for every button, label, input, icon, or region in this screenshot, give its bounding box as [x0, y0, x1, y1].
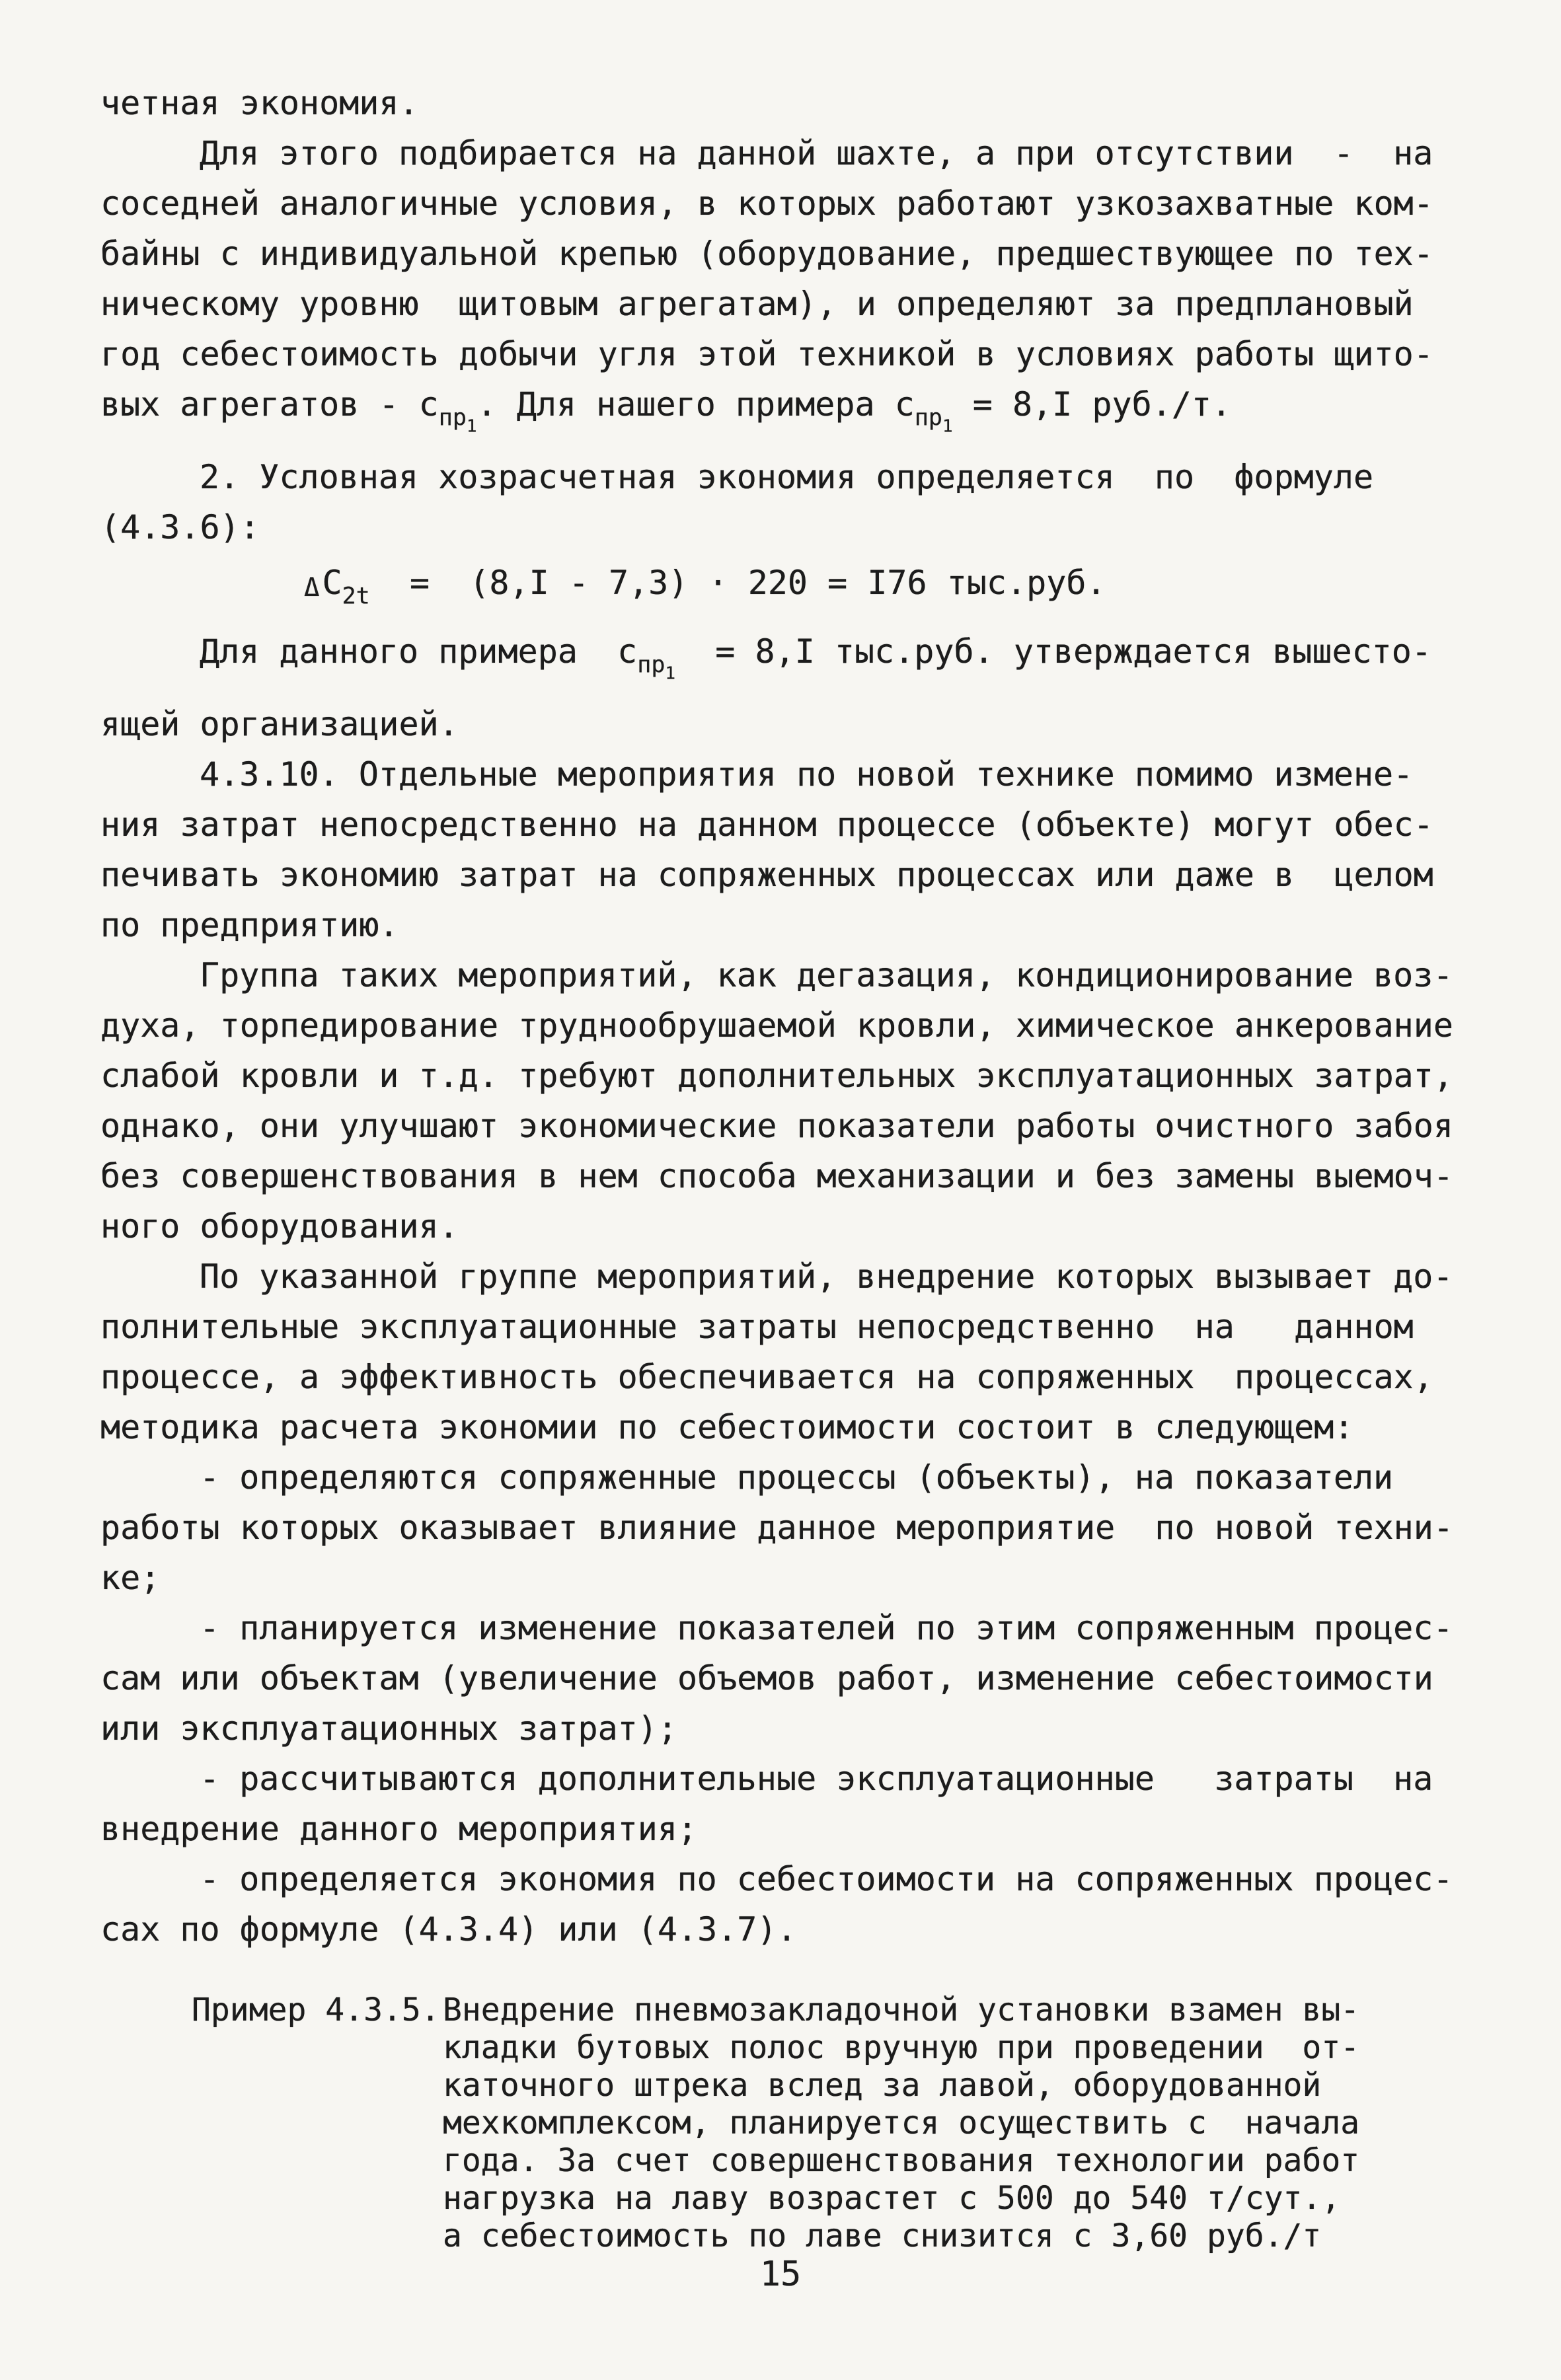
text-line — [100, 1051, 1468, 1101]
line-text: - определяется экономия по себестоимости на сопряженных процес- — [200, 1860, 1453, 1899]
text-line — [100, 229, 1468, 279]
line-text: С — [322, 563, 342, 602]
example-line: года. За счет совершенствования технологии работ — [443, 2142, 1360, 2180]
text-line — [100, 1754, 1468, 1804]
text-line — [100, 1151, 1468, 1201]
line-text: полнительные эксплуатационные затраты непосредственно на данном — [100, 1308, 1414, 1347]
line-text: четная экономия. — [100, 84, 419, 122]
text-line — [100, 950, 1468, 1000]
line-text: - рассчитываются дополнительные эксплуатационные затраты на — [200, 1760, 1433, 1799]
line-text: = 8,I тыс.руб. утверждается вышесто- — [675, 632, 1431, 671]
line-text: 4.3.10. Отдельные мероприятия по новой технике помимо измене- — [200, 755, 1414, 794]
line-text: ния затрат непосредственно на данном процессе (объекте) могут обес- — [100, 805, 1433, 844]
line-text: По указанной группе мероприятий, внедрение которых вызывает до- — [200, 1257, 1453, 1296]
example-line: мехкомплексом, планируется осуществить с начала — [443, 2104, 1360, 2142]
subscript-text: пр — [914, 404, 942, 431]
example-line: нагрузка на лаву возрастет с 500 до 540 т/сут., — [443, 2180, 1341, 2217]
text-line — [100, 1000, 1468, 1051]
line-text: . Для нашего примера с — [476, 385, 915, 424]
text-line — [100, 699, 1468, 749]
text-line — [100, 128, 1468, 178]
line-text: вых агрегатов - с — [100, 385, 439, 424]
subscript-text: Δ — [304, 572, 320, 603]
subscript-text: 2t — [342, 583, 370, 610]
subscript-text: пр — [637, 652, 666, 679]
text-line — [100, 1302, 1468, 1352]
example-line: а себестоимость по лаве снизится с 3,60 руб./т — [443, 2217, 1322, 2255]
line-text: внедрение данного мероприятия; — [100, 1810, 698, 1849]
text-line — [100, 1653, 1468, 1703]
line-text: соседней аналогичные условия, в которых работают узкозахватные ком- — [100, 184, 1433, 223]
text-line — [100, 178, 1468, 229]
text-line — [100, 329, 1468, 379]
line-text: = 8,I руб./т. — [952, 385, 1232, 424]
line-text: ке; — [100, 1559, 161, 1598]
line-text: сах по формуле (4.3.4) или (4.3.7). — [100, 1910, 797, 1949]
example-line: Внедрение пневмозакладочной установки взамен вы- — [443, 1991, 1360, 2029]
text-line — [100, 800, 1468, 850]
line-text: без совершенствования в нем способа механизации и без замены выемоч- — [100, 1157, 1453, 1196]
line-text: Для данного примера с — [200, 632, 638, 671]
subscript-text: 1 — [466, 416, 477, 437]
line-text: байны с индивидуальной крепью (оборудование, предшествующее по тех- — [100, 235, 1433, 273]
text-line — [100, 452, 1468, 502]
line-text: однако, они улучшают экономические показатели работы очистного забоя — [100, 1107, 1453, 1146]
text-line — [100, 1452, 1468, 1503]
text-line — [100, 850, 1468, 900]
line-text: год себестоимость добычи угля этой техникой в условиях работы щито- — [100, 335, 1433, 373]
example-block — [100, 1991, 1468, 2255]
subscript-text: 1 — [942, 416, 953, 437]
text-line — [100, 1503, 1468, 1553]
line-text: Группа таких мероприятий, как дегазация, кондиционирование воз- — [200, 956, 1453, 995]
document-body — [100, 78, 1468, 1954]
formula-line — [100, 558, 1468, 622]
text-line — [100, 502, 1468, 552]
line-text: - планируется изменение показателей по этим сопряженным процес- — [200, 1609, 1453, 1648]
line-text: Для этого подбирается на данной шахте, а при отсутствии - на — [200, 134, 1433, 172]
line-text: по предприятию. — [100, 906, 399, 945]
example-line: кладки бутовых полос вручную при проведении от- — [443, 2029, 1360, 2067]
text-line — [100, 1352, 1468, 1402]
line-text: (4.3.6): — [100, 507, 260, 546]
text-line — [100, 1553, 1468, 1603]
text-line — [100, 1703, 1468, 1754]
text-line — [100, 1402, 1468, 1452]
subscript-text: 1 — [665, 664, 676, 685]
line-text: работы которых оказывает влияние данное мероприятие по новой техни- — [100, 1508, 1453, 1547]
line-text: - определяются сопряженные процессы (объекты), на показатели — [200, 1458, 1394, 1497]
line-text: или эксплуатационных затрат); — [100, 1709, 677, 1748]
example-text — [443, 1991, 1468, 2255]
text-line — [100, 279, 1468, 329]
example-line: каточного штрека вслед за лавой, оборудованной — [443, 2067, 1322, 2104]
text-line — [100, 1603, 1468, 1653]
line-text: ящей организацией. — [100, 705, 459, 744]
line-text: сам или объектам (увеличение объемов работ, изменение себестоимости — [100, 1659, 1433, 1698]
line-text: ническому уровню щитовым агрегатам), и определяют за предплановый — [100, 285, 1414, 323]
line-text: процессе, а эффективность обеспечивается на сопряженных процессах, — [100, 1358, 1433, 1397]
line-text: 2. Условная хозрасчетная экономия определяется по формуле — [200, 457, 1374, 496]
line-text: слабой кровли и т.д. требуют дополнительных эксплуатационных затрат, — [100, 1057, 1453, 1096]
subscript-text: пр — [438, 404, 467, 431]
text-line — [100, 626, 1468, 699]
text-line — [100, 1101, 1468, 1151]
line-text: методика расчета экономии по себестоимости состоит в следующем: — [100, 1408, 1354, 1447]
example-label: Пример 4.3.5. — [192, 1991, 440, 2029]
text-line — [100, 1904, 1468, 1954]
text-line — [100, 749, 1468, 800]
line-text: печивать экономию затрат на сопряженных процессах или даже в целом — [100, 856, 1433, 895]
line-text: ного оборудования. — [100, 1207, 459, 1246]
line-text: духа, торпедирование труднообрушаемой кровли, химическое анкерование — [100, 1006, 1453, 1045]
text-line — [100, 379, 1468, 452]
text-line — [100, 78, 1468, 128]
text-line — [100, 900, 1468, 950]
text-line — [100, 1201, 1468, 1251]
text-line — [100, 1804, 1468, 1854]
page-number: 15 — [759, 2254, 802, 2294]
line-text: = (8,I - 7,3) · 220 = I76 тыс.руб. — [369, 563, 1106, 602]
text-line — [100, 1251, 1468, 1302]
text-line — [100, 1854, 1468, 1904]
